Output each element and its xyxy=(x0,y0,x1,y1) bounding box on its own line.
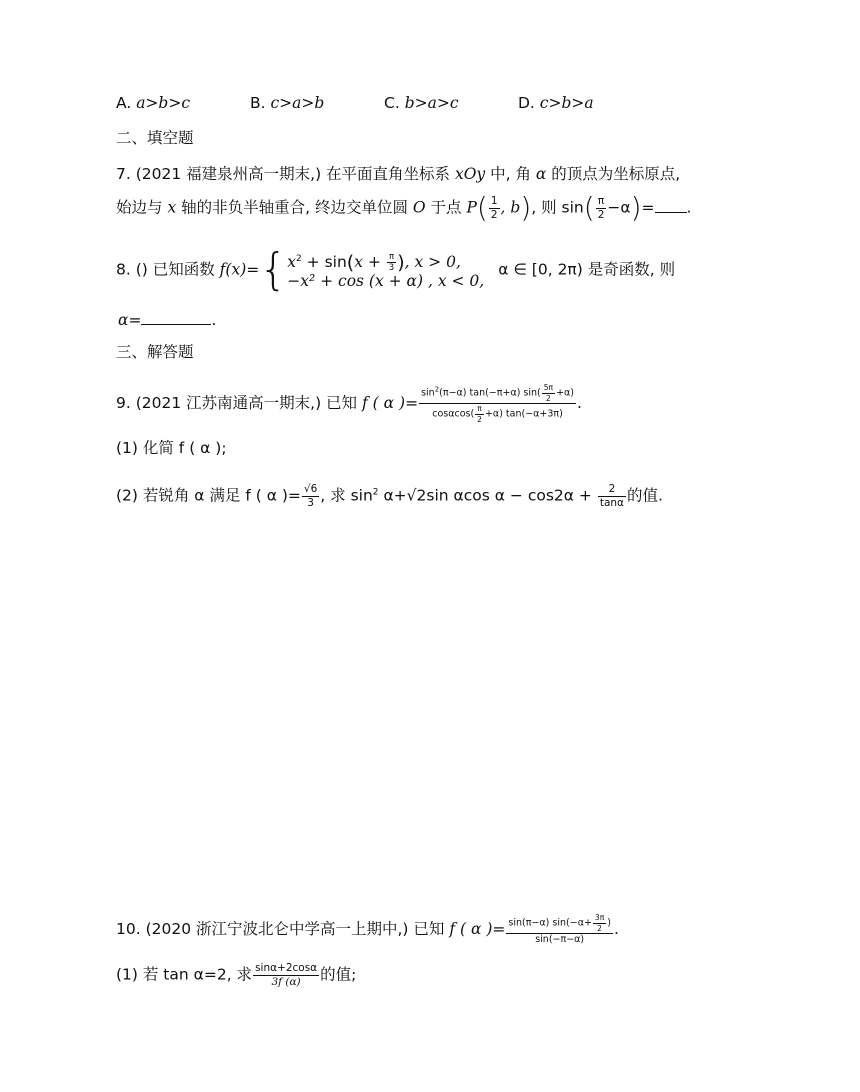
section-heading-solve: 三、解答题 xyxy=(116,343,194,361)
section-heading-fill-in: 二、填空题 xyxy=(116,129,194,147)
question-10-stem: 10. (2020 浙江宁波北仑中学高一上期中,) 已知 f ( α )= sin(π−α) sin(−α+ $\frac{3\pi}{2}$ ) sin(−π−α) . xyxy=(116,913,619,945)
fraction-sqrt6-over-3: $\frac{√6}{3}$ xyxy=(303,483,318,509)
question-8-line-2: α= . xyxy=(118,311,217,329)
fraction-one-half: $\frac{1}{2}$ xyxy=(490,195,498,221)
choice-d: D. c>b>a xyxy=(518,94,594,112)
question-9-part-1: (1) 化简 f ( α ); xyxy=(116,439,227,457)
fraction-pi-over-three: $\frac{\pi}{3}$ xyxy=(388,251,395,274)
question-7-line-1: 7. (2021 福建泉州高一期末,) 在平面直角坐标系 xOy 中, 角 α 的顶点为坐标原点, xyxy=(116,165,681,183)
question-8-line-1: 8. () 已知函数 f(x)={ $x^2 + \sin(x$ + $\frac{\pi}{3}$ ), x > 0, −x² + cos (x + α) , x < 0, α ∈ [0, 2π) 是奇函数, 则 xyxy=(116,244,676,295)
case-negative: −x² + cos (x + α) , x < 0, xyxy=(287,272,485,290)
fraction-2-over-tan: $\frac{2}{\tan\alpha}$ xyxy=(599,483,624,509)
fraction-f-alpha-definition: $\sin^2(\pi-\alpha)$ tan(−π+α) sin( $\frac{5\pi}{2}$ +α) cosαcos( $\frac{\pi}{2}$ +α) tan(−α+3π) xyxy=(421,383,575,424)
fraction-pi-over-two: $\frac{\pi}{2}$ xyxy=(597,195,605,221)
fraction-ratio-expression: $\frac{\sin\alpha+2\cos\alpha}{3f (\alpha)}$ xyxy=(255,962,318,988)
question-9-part-2: (2) 若锐角 α 满足 f ( α )= $\frac{√6}{3}$ , 求 $\sin^2 \alpha+√2\sin$ αcos α − cos2α + $\frac{2}{\tan\alpha}$ 的值. xyxy=(116,483,663,509)
piecewise-cases xyxy=(287,248,484,292)
answer-choices xyxy=(116,96,652,112)
case-positive: $x^2 + \sin(x$ + $\frac{\pi}{3}$ ), x > 0, xyxy=(287,251,461,274)
choice-c: C. b>a>c xyxy=(384,94,459,112)
choice-a: A. a>b>c xyxy=(116,94,191,112)
fraction-f-alpha-definition-2: sin(π−α) sin(−α+ $\frac{3\pi}{2}$ ) sin(−π−α) xyxy=(508,913,611,945)
question-9-stem: 9. (2021 江苏南通高一期末,) 已知 f ( α )= $\sin^2(\pi-\alpha)$ tan(−π+α) sin( $\frac{5\pi}{2}$ +α) cosαcos( $\frac{\pi}{2}$ +α) tan(−α+3π) . xyxy=(116,383,582,424)
question-7-line-2: 始边与 x 轴的非负半轴重合, 终边交单位圆 O 于点 P( $\frac{1}{2}$ , b), 则 sin( $\frac{\pi}{2}$ −α)= . xyxy=(116,190,692,224)
answer-blank xyxy=(655,200,687,213)
choice-b: B. c>a>b xyxy=(250,94,325,112)
answer-blank xyxy=(141,312,211,325)
question-10-part-1: (1) 若 tan α=2, 求 $\frac{\sin\alpha+2\cos\alpha}{3f (\alpha)}$ 的值; xyxy=(116,962,357,988)
